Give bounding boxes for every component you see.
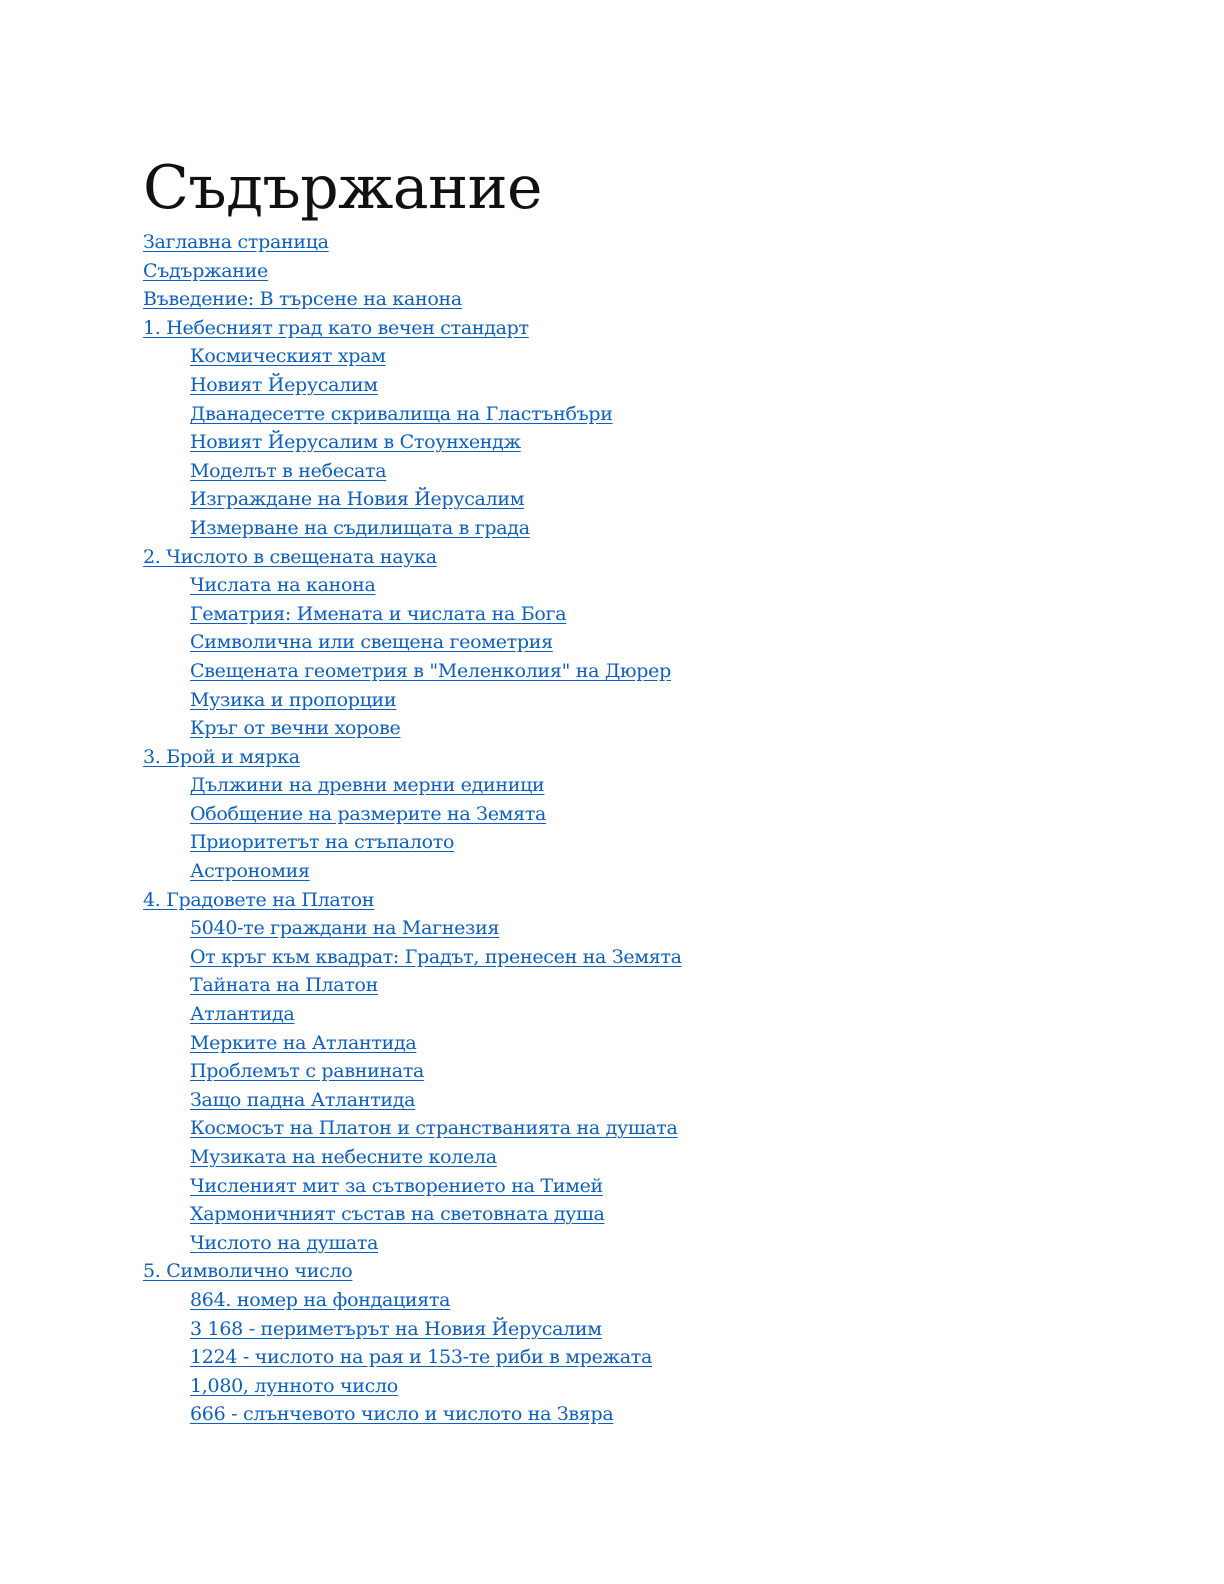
toc-subentry [143, 400, 1143, 429]
toc-link[interactable]: 3. Брой и мярка [143, 745, 300, 768]
toc-subentry [143, 1400, 1143, 1429]
toc-subentry [143, 571, 1143, 600]
toc-entry [143, 886, 1143, 915]
toc-link[interactable]: Музика и пропорции [190, 688, 397, 711]
toc-subentry [143, 1086, 1143, 1115]
toc-subentry [143, 800, 1143, 829]
toc-subentry [143, 1343, 1143, 1372]
toc-link[interactable]: Космосът на Платон и странстванията на душата [190, 1117, 678, 1140]
toc-subentry [143, 686, 1143, 715]
toc-link[interactable]: Музиката на небесните колела [190, 1146, 497, 1168]
toc-subentry [143, 1372, 1143, 1401]
toc-subentry [143, 971, 1143, 1000]
toc-subentry [143, 371, 1143, 400]
toc-link[interactable]: 1. Небесният град като вечен стандарт [143, 316, 529, 339]
document-page [143, 150, 1143, 1429]
toc-subentry [143, 828, 1143, 857]
toc-subentry [143, 943, 1143, 972]
toc-link[interactable]: Числото на душата [190, 1231, 379, 1254]
toc-link[interactable]: Заглавна страница [143, 231, 329, 253]
toc-subentry [143, 1114, 1143, 1143]
toc-link[interactable]: Тайната на Платон [190, 974, 379, 997]
toc-subentry [143, 1229, 1143, 1258]
toc-subentry [143, 514, 1143, 543]
toc-link[interactable]: 3 168 - периметърът на Новия Йерусалим [190, 1317, 602, 1340]
toc-subentry [143, 1029, 1143, 1058]
toc-link[interactable]: Изграждане на Новия Йерусалим [190, 488, 525, 511]
toc-link[interactable]: Символична или свещена геометрия [190, 631, 553, 654]
toc-subentry [143, 1143, 1143, 1172]
toc-subentry [143, 485, 1143, 514]
toc-subentry [143, 1172, 1143, 1201]
toc-link[interactable]: Приоритетът на стъпалото [190, 831, 455, 854]
toc-link[interactable]: Обобщение на размерите на Земята [190, 802, 547, 825]
toc-link[interactable]: Мерките на Атлантида [190, 1031, 417, 1054]
toc-link[interactable]: Астрономия [190, 860, 310, 883]
toc-link[interactable]: Измерване на съдилищата в града [190, 516, 530, 539]
toc-link[interactable]: Гематрия: Имената и числата на Бога [190, 602, 567, 625]
toc-link[interactable]: Въведение: В търсене на канона [143, 288, 462, 311]
toc-link[interactable]: 5040-те граждани на Магнезия [190, 917, 500, 940]
toc-link[interactable]: Свещената геометрия в "Меленколия" на Дюрер [190, 659, 671, 682]
toc-link[interactable]: 5. Символично число [143, 1260, 353, 1283]
toc-link[interactable]: Атлантида [190, 1003, 295, 1026]
toc-subentry [143, 1057, 1143, 1086]
toc-subentry [143, 1286, 1143, 1315]
toc-subentry [143, 857, 1143, 886]
toc-subentry [143, 628, 1143, 657]
toc-subentry [143, 771, 1143, 800]
table-of-contents [143, 228, 1143, 1429]
toc-entry [143, 314, 1143, 343]
toc-link[interactable]: От кръг към квадрат: Градът, пренесен на Земята [190, 945, 682, 968]
toc-entry [143, 228, 1143, 257]
toc-link[interactable]: Дванадесетте скривалища на Гластънбъри [190, 402, 613, 425]
toc-entry [143, 257, 1143, 286]
toc-subentry [143, 657, 1143, 686]
toc-subentry [143, 600, 1143, 629]
toc-link[interactable]: Численият мит за сътворението на Тимей [190, 1174, 603, 1197]
toc-link[interactable]: Числата на канона [190, 574, 376, 597]
toc-link[interactable]: Хармоничният състав на световната душа [190, 1203, 605, 1226]
toc-subentry [143, 914, 1143, 943]
toc-link[interactable]: Съдържание [143, 259, 268, 282]
toc-link[interactable]: 1224 - числото на рая и 153-те риби в мрежата [190, 1346, 652, 1369]
toc-subentry [143, 714, 1143, 743]
toc-link[interactable]: Новият Йерусалим [190, 373, 378, 396]
toc-subentry [143, 342, 1143, 371]
toc-link[interactable]: 1,080, лунното число [190, 1374, 398, 1397]
toc-link[interactable]: 864. номер на фондацията [190, 1288, 451, 1311]
toc-link[interactable]: Дължини на древни мерни единици [190, 774, 545, 797]
toc-link[interactable]: Кръг от вечни хорове [190, 717, 401, 740]
toc-entry [143, 543, 1143, 572]
toc-link[interactable]: 4. Градовете на Платон [143, 888, 375, 911]
toc-entry [143, 743, 1143, 772]
toc-entry [143, 1257, 1143, 1286]
toc-entry [143, 285, 1143, 314]
toc-subentry [143, 457, 1143, 486]
toc-link[interactable]: Космическият храм [190, 345, 386, 368]
toc-link[interactable]: Моделът в небесата [190, 459, 387, 482]
toc-subentry [143, 428, 1143, 457]
toc-subentry [143, 1000, 1143, 1029]
toc-link[interactable]: 666 - слънчевото число и числото на Звяра [190, 1403, 614, 1426]
toc-subentry [143, 1315, 1143, 1344]
toc-link[interactable]: Новият Йерусалим в Стоунхендж [190, 431, 521, 454]
toc-subentry [143, 1200, 1143, 1229]
page-title: Съдържание [143, 153, 543, 223]
toc-link[interactable]: Проблемът с равнината [190, 1060, 425, 1083]
toc-link[interactable]: Защо падна Атлантида [190, 1088, 416, 1111]
toc-link[interactable]: 2. Числото в свещената наука [143, 545, 437, 568]
